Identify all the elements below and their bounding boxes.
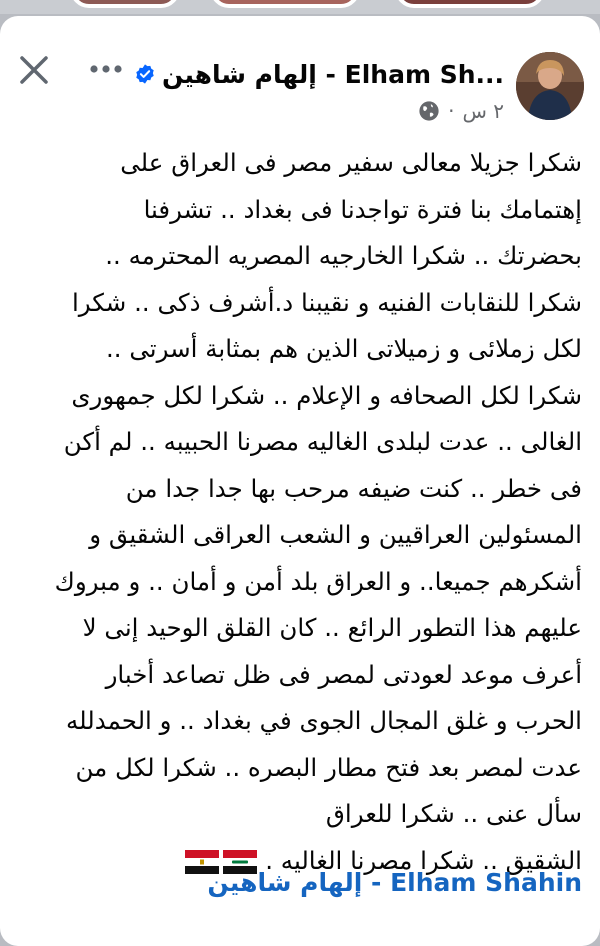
verified-badge-icon <box>134 63 156 85</box>
post-timestamp[interactable]: ٢ س <box>462 99 504 123</box>
close-icon[interactable] <box>14 50 54 90</box>
post-text-line: الحرب و غلق المجال الجوى في بغداد .. و الحمدلله <box>66 706 582 735</box>
post-text-line: الشقيق .. شكرا مصرنا الغاليه . <box>265 845 582 875</box>
post-meta <box>418 98 504 124</box>
post-text-line: المسئولين العراقيين و الشعب العراقى الشقيق و <box>89 520 582 549</box>
post-text-line: شكرا للنقابات الفنيه و نقيبنا د.أشرف ذكى .. شكرا <box>71 287 582 317</box>
post-text-line: أشكرهم جميعا.. و العراق بلد أمن و أمان .. و مبروك <box>54 566 582 596</box>
close-button[interactable] <box>14 50 54 90</box>
post-text-line: إهتمامك بنا فترة تواجدنا فى بغداد .. تشرفنا <box>143 194 582 224</box>
meta-separator: · <box>448 99 455 123</box>
post-text-line: عدت لمصر بعد فتح مطار البصره .. شكرا لكل من <box>75 752 582 782</box>
post-text-line: لكل زملائى و زميلاتى الذين هم بمثابة أسرتى .. <box>106 334 582 363</box>
post-text-line: سأل عنى .. شكرا للعراق <box>325 799 582 828</box>
globe-icon[interactable] <box>418 100 440 122</box>
post-text-line: بحضرتك .. شكرا الخارجيه المصريه المحترمه .. <box>105 241 582 270</box>
story-thumbnail[interactable] <box>210 0 360 8</box>
story-thumbnail[interactable] <box>395 0 545 8</box>
post-text-line: الغالى .. عدت لبلدى الغاليه مصرنا الحبيبه .. لم أكن <box>63 427 582 456</box>
avatar[interactable] <box>516 52 584 120</box>
post-header <box>84 56 504 92</box>
post-text-line: شكرا لكل الصحافه و الإعلام .. شكرا لكل جمهورى <box>71 380 582 410</box>
signature-link[interactable]: إلهام شاهين - Elham Shahin <box>207 868 582 897</box>
post-body <box>18 140 582 885</box>
previous-post-strip <box>0 0 600 14</box>
post-text-line: فى خطر .. كنت ضيفه مرحب بها جدا جدا من <box>125 473 582 503</box>
author-name[interactable]: إلهام شاهين - Elham Sh... <box>161 59 504 89</box>
post-text-line: عليهم هذا التطور الرائع .. كان القلق الوحيد إنى لا <box>82 613 582 642</box>
post-text-line: شكرا جزيلا معالى سفير مصر فى العراق على <box>120 148 582 177</box>
story-thumbnail[interactable] <box>70 0 180 8</box>
post-text-line: أعرف موعد لعودتى لمصر فى ظل تصاعد أخبار <box>105 659 582 689</box>
